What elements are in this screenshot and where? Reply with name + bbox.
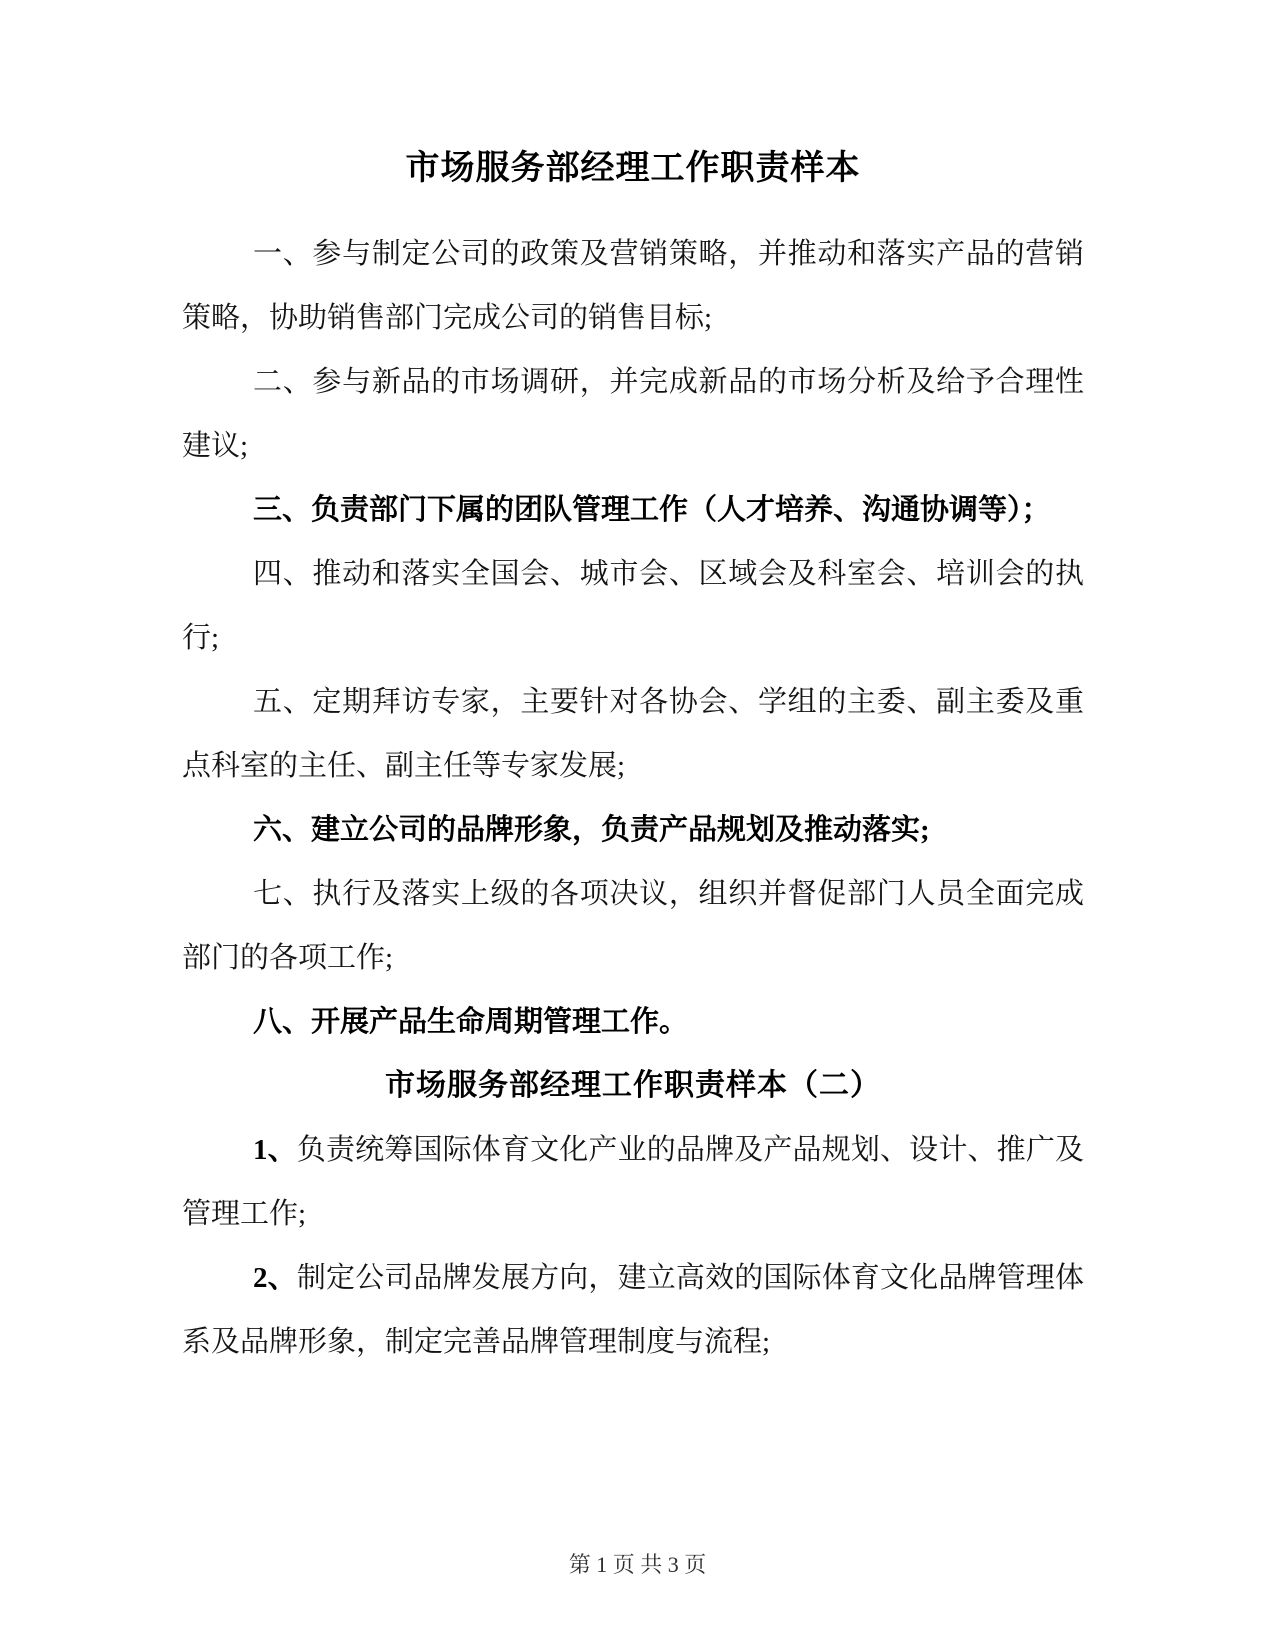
item-text: 制定公司品牌发展方向，建立高效的国际体育文化品牌管理体系及品牌形象，制定完善品牌管理制度与流程; (182, 1262, 1084, 1358)
section2-item-2 (182, 1246, 1084, 1374)
page-footer: 第 1 页 共 3 页 (568, 1552, 707, 1577)
duty-item-8: 八、开展产品生命周期管理工作。 (253, 1006, 689, 1038)
duty-item-4: 四、推动和落实全国会、城市会、区域会及科室会、培训会的执行; (182, 558, 1084, 654)
item-number-marker: 2、 (253, 1262, 297, 1294)
section2-heading: 市场服务部经理工作职责样本（二） (385, 1069, 881, 1102)
duty-item-5: 五、定期拜访专家，主要针对各协会、学组的主委、副主委及重点科室的主任、副主任等专家发展; (182, 686, 1084, 782)
item-number-marker: 1、 (253, 1134, 297, 1166)
duty-item-7: 七、执行及落实上级的各项决议，组织并督促部门人员全面完成部门的各项工作; (182, 878, 1084, 974)
item-text: 负责统筹国际体育文化产业的品牌及产品规划、设计、推广及管理工作; (182, 1134, 1084, 1230)
duty-item-2: 二、参与新品的市场调研，并完成新品的市场分析及给予合理性建议; (182, 366, 1084, 462)
document-title: 市场服务部经理工作职责样本 (405, 150, 861, 187)
duty-item-6: 六、建立公司的品牌形象，负责产品规划及推动落实; (253, 814, 930, 846)
duty-item-3: 三、负责部门下属的团队管理工作（人才培养、沟通协调等）； (253, 494, 1051, 526)
section2-item-1 (182, 1118, 1084, 1246)
page-content (182, 146, 1084, 1374)
duty-item-1: 一、参与制定公司的政策及营销策略，并推动和落实产品的营销策略，协助销售部门完成公司的销售目标; (182, 238, 1084, 334)
